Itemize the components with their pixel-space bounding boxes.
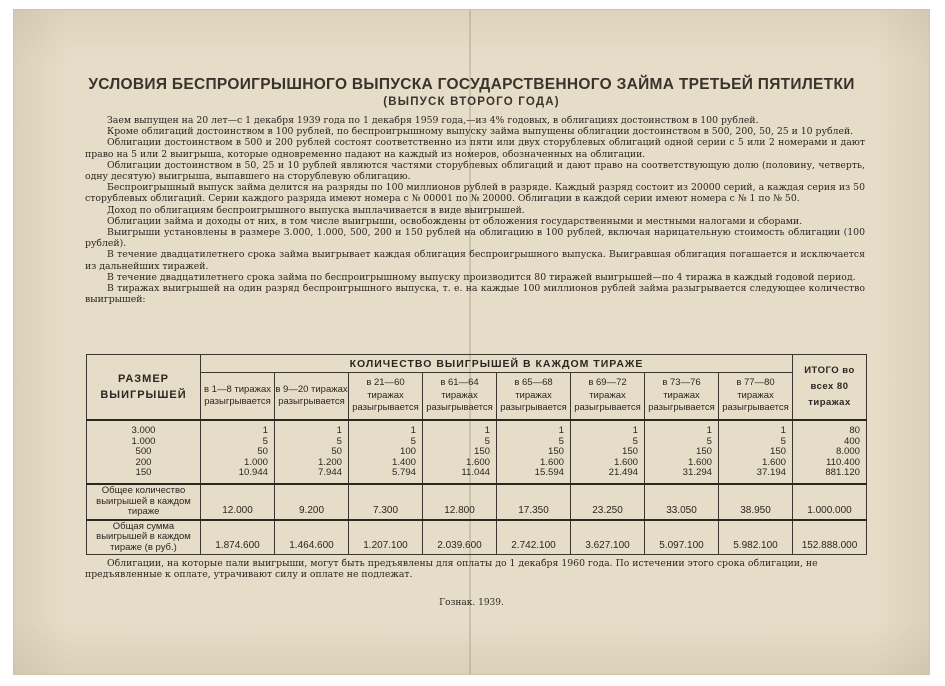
count-cell: 17.350: [497, 484, 571, 520]
count-total-cell: 1.000.000: [793, 484, 867, 520]
count-cell: 12.800: [423, 484, 497, 520]
prize-count-cell: 1 5 50 1.000 10.944: [201, 420, 275, 484]
paragraph: Заем выпущен на 20 лет—с 1 декабря 1939 года по 1 декабря 1959 года,—из 4% годовых, в облигациях достоинством в 100 рублей.: [107, 115, 759, 126]
draw-range-header: в 73—76 тиражах разыгрывается: [645, 373, 719, 421]
prize-count-cell: 1 5 150 1.600 31.294: [645, 420, 719, 484]
prize-count-cell: 1 5 100 1.400 5.794: [349, 420, 423, 484]
prize-count-cell: 1 5 150 1.600 11.044: [423, 420, 497, 484]
paragraph: Облигации займа и доходы от них, в том числе выигрыши, освобождены от обложения государственными и местными налогами и сборами.: [107, 215, 803, 227]
prize-count-group-header: КОЛИЧЕСТВО ВЫИГРЫШЕЙ В КАЖДОМ ТИРАЖЕ: [201, 355, 793, 373]
sum-cell: 2.742.100: [497, 520, 571, 554]
prize-size-header: РАЗМЕР ВЫИГРЫШЕЙ: [87, 355, 201, 421]
count-cell: 12.000: [201, 484, 275, 520]
count-row-label: Общее количество выигрышей в каждом тираже: [87, 484, 201, 520]
count-cell: 23.250: [571, 484, 645, 520]
count-cell: 33.050: [645, 484, 719, 520]
document-title: УСЛОВИЯ БЕСПРОИГРЫШНОГО ВЫПУСКА ГОСУДАРСТВЕННОГО ЗАЙМА ТРЕТЬЕЙ ПЯТИЛЕТКИ: [88, 76, 855, 93]
draw-range-header: в 9—20 тиражах разыгрывается: [275, 373, 349, 421]
prize-count-cell: 1 5 150 1.600 21.494: [571, 420, 645, 484]
paragraph: Доход по облигациям беспроигрышного выпуска выплачивается в виде выигрышей.: [107, 204, 525, 216]
count-cell: 9.200: [275, 484, 349, 520]
prize-total-cell: 80 400 8.000 110.400 881.120: [793, 420, 867, 484]
sum-cell: 2.039.600: [423, 520, 497, 554]
paragraph: Кроме облигаций достоинством в 100 рублей, по беспроигрышному выпуску займа выпущены облигации достоинством в 500, 200, 50, 25 и 10 рублей.: [107, 126, 854, 138]
count-cell: 38.950: [719, 484, 793, 520]
prize-count-cell: 1 5 150 1.600 37.194: [719, 420, 793, 484]
prize-sizes: 3.000 1.000 500 200 150: [87, 420, 201, 484]
paragraph: Выигрыши установлены в размере 3.000, 1.000, 500, 200 и 150 рублей на облигацию в 100 рублей, включая нарицательную стоимость облигации (100 рублей).: [85, 227, 865, 250]
bond-back-sheet: [14, 10, 929, 674]
draw-range-header: в 77—80 тиражах разыгрывается: [719, 373, 793, 421]
draw-range-header: в 21—60 тиражах разыгрывается: [349, 373, 423, 421]
prize-count-cell: 1 5 50 1.200 7.944: [275, 420, 349, 484]
draw-range-header: в 69—72 тиражах разыгрывается: [571, 373, 645, 421]
draw-range-header: в 61—64 тиражах разыгрывается: [423, 373, 497, 421]
paragraph: В тиражах выигрышей на один разряд беспроигрышного выпуска, т. е. на каждые 100 миллионов рублей займа разыгрывается следующее количество выигрышей:: [85, 283, 865, 306]
footer-text: [85, 558, 865, 580]
sum-cell: 1.874.600: [201, 520, 275, 554]
sum-row-label: Общая сумма выигрышей в каждом тираже (в руб.): [87, 520, 201, 554]
printer-imprint: Гознак. 1939.: [439, 598, 504, 608]
sum-cell: 1.464.600: [275, 520, 349, 554]
prize-table: [86, 354, 867, 555]
sum-cell: 5.982.100: [719, 520, 793, 554]
prize-count-cell: 1 5 150 1.600 15.594: [497, 420, 571, 484]
sum-cell: 1.207.100: [349, 520, 423, 554]
document-subtitle: (ВЫПУСК ВТОРОГО ГОДА): [383, 96, 560, 108]
paragraph: Беспроигрышный выпуск займа делится на разряды по 100 миллионов рублей в разряде. Каждый разряд состоит из 20000 серий, а каждая серия из 50 сторублевых облигаций. Серии каждого разряда имеют номера с № 00001 по № 20000. Облигации в каждой серии имеют номера с № 1 по № 50.: [85, 182, 865, 205]
sum-cell: 5.097.100: [645, 520, 719, 554]
sum-cell: 3.627.100: [571, 520, 645, 554]
draw-range-header: в 1—8 тиражах разыгрывается: [201, 373, 275, 421]
total-header: ИТОГО во всех 80 тиражах: [793, 355, 867, 421]
conditions-text: [85, 115, 865, 305]
paragraph: В течение двадцатилетнего срока займа выигрывает каждая облигация беспроигрышного выпуска. Выигравшая облигация погашается и исключается из дальнейших тиражей.: [85, 249, 865, 272]
count-cell: 7.300: [349, 484, 423, 520]
footer-paragraph: Облигации, на которые пали выигрыши, могут быть предъявлены для оплаты до 1 декабря 1960 года. По истечении этого срока облигации, не предъявленные к оплате, утрачивают силу и оплате не подлежат.: [85, 558, 818, 581]
paragraph: Облигации достоинством в 500 и 200 рублей состоят соответственно из пяти или двух сторублевых облигаций одной серии с 5 или 2 номерами и дают право на 5 или 2 выигрыша, которые одновременно падают на каждый из номеров, обозначенных на облигации.: [85, 137, 865, 160]
draw-range-header: в 65—68 тиражах разыгрывается: [497, 373, 571, 421]
paragraph: В течение двадцатилетнего срока займа по беспроигрышному выпуску производится 80 тиражей выигрышей—по 4 тиража в каждый годовой период.: [107, 271, 856, 283]
paragraph: Облигации достоинством в 50, 25 и 10 рублей являются частями сторублевых облигаций и дают право на соответствующую долю (половину, четверть, одну десятую) выигрыша, выпавшего на сторублевую облигацию.: [85, 159, 865, 183]
sum-total-cell: 152.888.000: [793, 520, 867, 554]
